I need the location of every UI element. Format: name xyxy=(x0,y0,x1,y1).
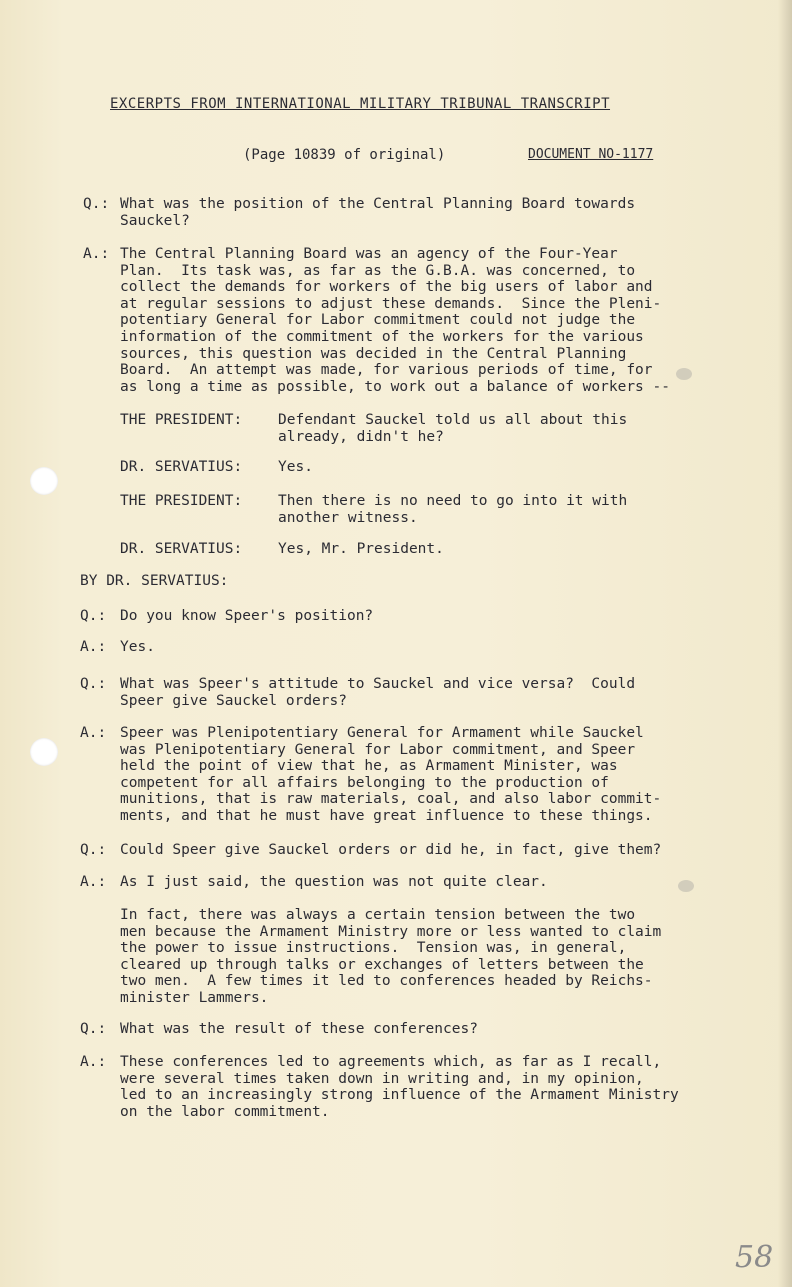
speaker-label: DR. SERVATIUS: xyxy=(120,541,243,557)
entry-line: munitions, that is raw materials, coal, and also labor commit- xyxy=(120,791,662,808)
entry-line: competent for all affairs belonging to the production of xyxy=(120,774,609,791)
page-reference: (Page 10839 of original) xyxy=(243,147,446,163)
entry-line: What was the position of the Central Planning Board towards xyxy=(120,196,636,212)
document-number: DOCUMENT NO-1177 xyxy=(528,147,654,162)
entry-line: minister Lammers. xyxy=(120,990,269,1006)
entry-line: The Central Planning Board was an agency of the Four-Year xyxy=(120,246,618,262)
handwritten-page-number: 58 xyxy=(735,1240,774,1275)
entry-label: A.: xyxy=(80,874,107,890)
speaker-label: THE PRESIDENT: xyxy=(120,412,243,428)
entry-line: cleared up through talks or exchanges of letters between the xyxy=(120,956,644,973)
entry-line: ments, and that he must have great influence to these things. xyxy=(120,808,653,824)
entry-line: Defendant Sauckel told us all about this xyxy=(278,412,628,428)
entry-line: were several times taken down in writing and, in my opinion, xyxy=(120,1070,644,1087)
entry-line: Yes, Mr. President. xyxy=(278,541,444,557)
entry-line: led to an increasingly strong influence of the Armament Ministry xyxy=(120,1087,679,1104)
entry-line: As I just said, the question was not quite clear. xyxy=(120,874,548,890)
entry-line: Then there is no need to go into it with xyxy=(278,493,628,509)
entry-line: was Plenipotentiary General for Labor commitment, and Speer xyxy=(120,741,636,758)
entry-line: Could Speer give Sauckel orders or did he, in fact, give them? xyxy=(120,842,662,858)
entry-label: Q.: xyxy=(80,608,107,624)
punch-hole-bottom xyxy=(30,738,58,766)
entry-line: In fact, there was always a certain tension between the two xyxy=(120,907,636,923)
entry-line: as long a time as possible, to work out a balance of workers -- xyxy=(120,378,670,395)
entry-label: Q.: xyxy=(80,1021,107,1037)
entry-line: men because the Armament Ministry more or less wanted to claim xyxy=(120,923,662,940)
entry-line: sources, this question was decided in the Central Planning xyxy=(120,345,627,362)
entry-label: Q.: xyxy=(80,676,107,692)
entry-label: Q.: xyxy=(80,842,107,858)
entry-label: A.: xyxy=(80,1054,107,1070)
entry-label: A.: xyxy=(80,725,107,741)
entry-line: Yes. xyxy=(120,639,155,655)
speaker-label: DR. SERVATIUS: xyxy=(120,459,243,475)
entry-line: already, didn't he? xyxy=(278,428,444,445)
entry-line: Plan. Its task was, as far as the G.B.A. was concerned, to xyxy=(120,262,636,279)
page-edge-shadow xyxy=(778,0,792,1287)
entry-line: potentiary General for Labor commitment could not judge the xyxy=(120,312,636,329)
entry-label: A.: xyxy=(83,246,110,262)
entry-line: the power to issue instructions. Tension was, in general, xyxy=(120,940,627,957)
entry-label: Q.: xyxy=(83,196,110,212)
entry-line: What was Speer's attitude to Sauckel and vice versa? Could xyxy=(120,676,636,692)
entry-line: Yes. xyxy=(278,459,313,475)
entry-line: collect the demands for workers of the big users of labor and xyxy=(120,279,653,296)
entry-label: A.: xyxy=(80,639,107,655)
examination-heading: BY DR. SERVATIUS: xyxy=(80,573,229,589)
ink-smudge xyxy=(676,368,692,380)
entry-line: Sauckel? xyxy=(120,212,190,229)
entry-line: Board. An attempt was made, for various periods of time, for xyxy=(120,362,653,379)
speaker-label: THE PRESIDENT: xyxy=(120,493,243,509)
entry-line: held the point of view that he, as Armament Minister, was xyxy=(120,758,618,775)
punch-hole-top xyxy=(30,467,58,495)
entry-line: at regular sessions to adjust these demands. Since the Pleni- xyxy=(120,295,662,312)
entry-line: These conferences led to agreements which, as far as I recall, xyxy=(120,1054,662,1070)
entry-line: on the labor commitment. xyxy=(120,1103,330,1120)
entry-line: What was the result of these conferences? xyxy=(120,1021,478,1037)
entry-line: two men. A few times it led to conferences headed by Reichs- xyxy=(120,973,653,990)
entry-line: Do you know Speer's position? xyxy=(120,608,374,624)
entry-line: Speer was Plenipotentiary General for Armament while Sauckel xyxy=(120,725,644,741)
entry-line: another witness. xyxy=(278,509,418,526)
entry-line: Speer give Sauckel orders? xyxy=(120,692,347,709)
entry-line: information of the commitment of the workers for the various xyxy=(120,329,644,345)
ink-smudge xyxy=(678,880,694,892)
document-title: EXCERPTS FROM INTERNATIONAL MILITARY TRIBUNAL TRANSCRIPT xyxy=(110,96,611,112)
